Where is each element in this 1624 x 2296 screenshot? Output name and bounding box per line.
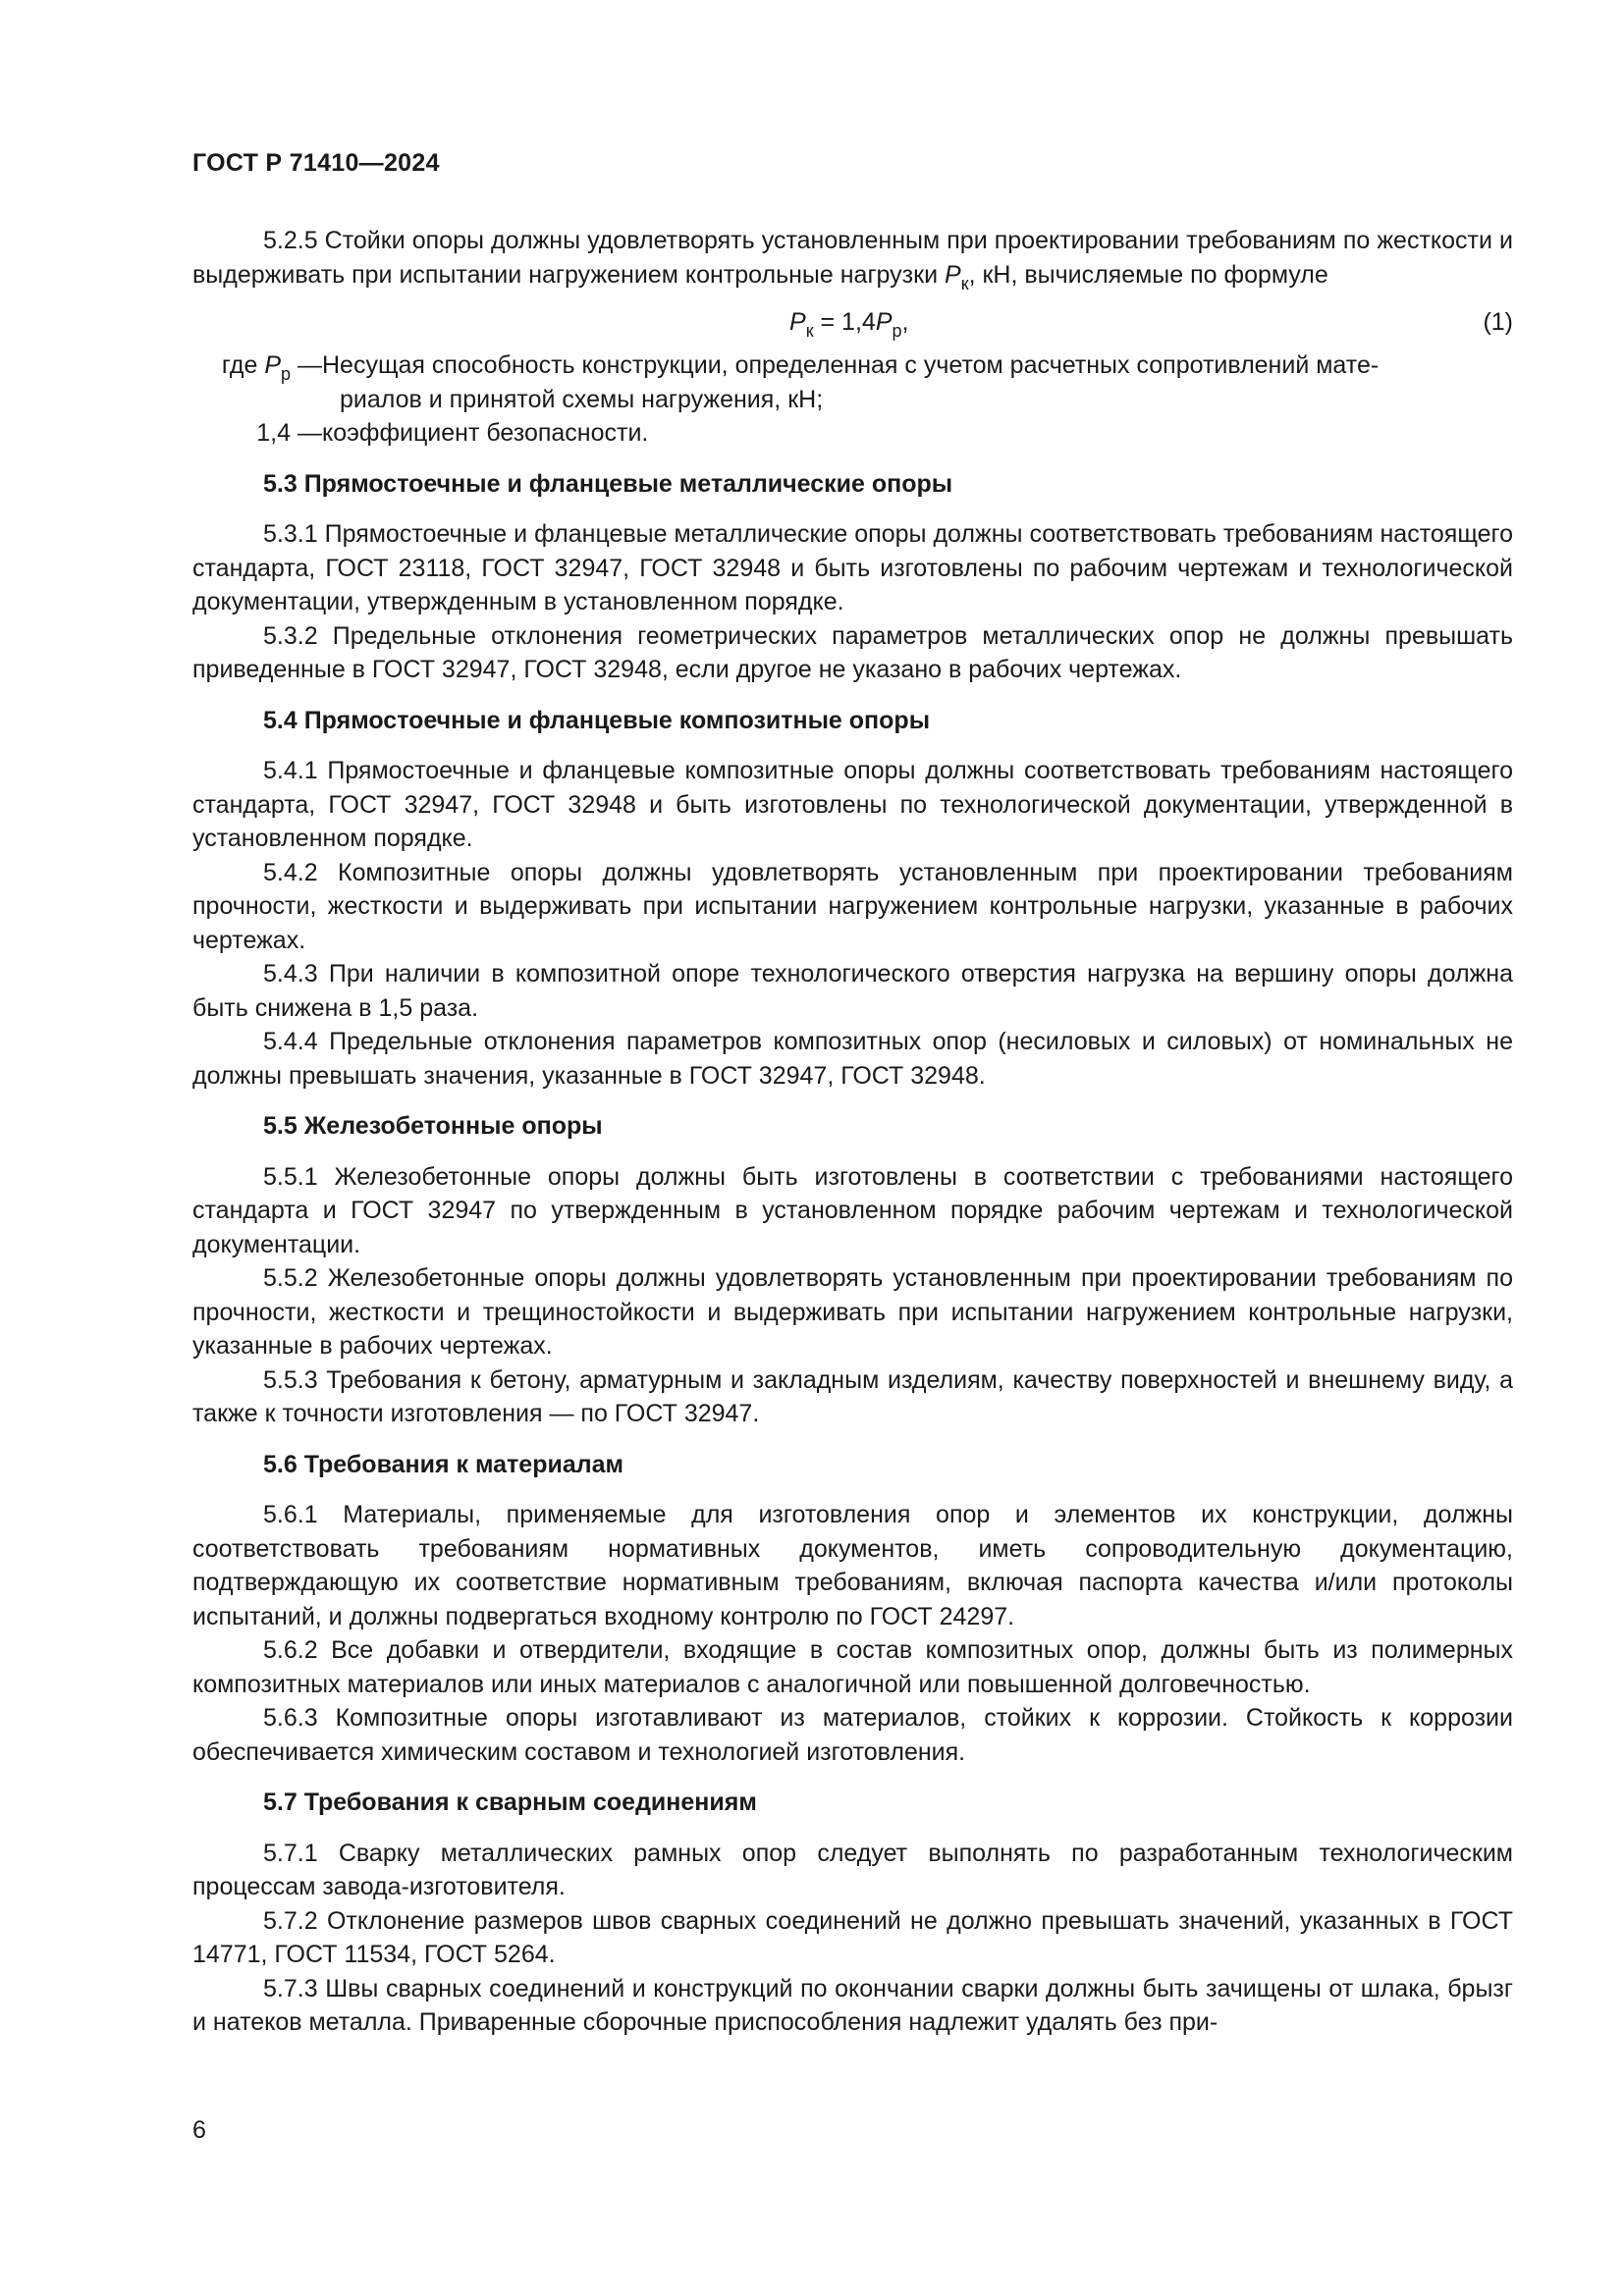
- document-body: [192, 224, 1513, 2040]
- paragraph-5-6-3: 5.6.3 Композитные опоры изготавливают из материалов, стойких к коррозии. Стойкость к коррозии обеспечивается химическим составом и технологией изготовления.: [192, 1704, 1513, 1766]
- paragraph-5-7-1: 5.7.1 Сварку металлических рамных опор следует выполнять по разработанным технологическим процессам завода-изготовителя.: [192, 1839, 1513, 1900]
- paragraph-5-5-3: 5.5.3 Требования к бетону, арматурным и закладным изделиям, качеству поверхностей и внешнему виду, а также к точности изготовления — по ГОСТ 32947.: [192, 1365, 1513, 1427]
- section-title-5-3: 5.3 Прямостоечные и фланцевые металлические опоры: [263, 469, 953, 498]
- paragraph-5-7-2: 5.7.2 Отклонение размеров швов сварных соединений не должно превышать значений, указанных в ГОСТ 14771, ГОСТ 11534, ГОСТ 5264.: [192, 1906, 1513, 1968]
- formula-number: (1): [1483, 308, 1513, 336]
- legend-row: [124, 416, 1513, 451]
- legend-term: 1,4 —: [256, 419, 322, 447]
- paragraph-text: 5.2.5 Стойки опоры должны удовлетворять установленным при проектировании требованиям по жесткости и выдерживать при испытании нагружением контрольные нагрузки: [192, 227, 1513, 289]
- subscript-k: к: [960, 273, 969, 294]
- document-header: ГОСТ Р 71410—2024: [192, 149, 440, 177]
- section-title-5-5: 5.5 Железобетонные опоры: [263, 1112, 603, 1140]
- paragraph-5-6-2: 5.6.2 Все добавки и отвердители, входящие в состав композитных опор, должны быть из полимерных композитных материалов или иных материалов с аналогичной или повышенной долговечностью.: [192, 1636, 1513, 1698]
- paragraph-text: , кН, вычисляемые по формуле: [968, 260, 1328, 289]
- legend-description: коэффициент безопасности.: [322, 419, 649, 447]
- variable-p: P: [945, 260, 961, 289]
- paragraph-5-5-1: 5.5.1 Железобетонные опоры должны быть изготовлены в соответствии с требованиями настоящего стандарта и ГОСТ 32947 по утвержденным в установленном порядке рабочим чертежам и технологической документации.: [192, 1162, 1513, 1258]
- formula-1: [192, 297, 1513, 348]
- formula-legend: [192, 348, 1513, 451]
- section-title-5-4: 5.4 Прямостоечные и фланцевые композитные опоры: [263, 706, 931, 734]
- legend-description: Несущая способность конструкции, определенная с учетом расчетных сопротивлений мате- риалов и принятой схемы нагружения, кН;: [322, 351, 1380, 413]
- paragraph-5-4-4: 5.4.4 Предельные отклонения параметров композитных опор (несиловых и силовых) от номинальных не должны превышать значения, указанные в ГОСТ 32947, ГОСТ 32948.: [192, 1028, 1513, 1090]
- paragraph-5-3-2: 5.3.2 Предельные отклонения геометрических параметров металлических опор не должны превышать приведенные в ГОСТ 32947, ГОСТ 32948, если другое не указано в рабочих чертежах.: [192, 621, 1513, 683]
- paragraph-5-5-2: 5.5.2 Железобетонные опоры должны удовлетворять установленным при проектировании требованиям по прочности, жесткости и трещиностойкости и выдерживать при испытании нагружением контрольные нагрузки, указанные в рабочих чертежах.: [192, 1264, 1513, 1360]
- paragraph-5-7-3: 5.7.3 Швы сварных соединений и конструкций по окончании сварки должны быть зачищены от шлака, брызг и натеков металла. Приваренные сборочные приспособления надлежит удалять без при-: [192, 1974, 1513, 2036]
- section-title-5-7: 5.7 Требования к сварным соединениям: [263, 1789, 757, 1816]
- paragraph-5-3-1: 5.3.1 Прямостоечные и фланцевые металлические опоры должны соответствовать требованиям настоящего стандарта, ГОСТ 23118, ГОСТ 32947, ГОСТ 32948 и быть изготовлены по рабочим чертежам и технологической документации, утвержденным в установленном порядке.: [192, 520, 1513, 615]
- legend-term: где $P_р$ —: [221, 351, 322, 384]
- paragraph-5-4-2: 5.4.2 Композитные опоры должны удовлетворять установленным при проектировании требованиям прочности, жесткости и выдерживать при испытании нагружением контрольные нагрузки, указанные в рабочих чертежах.: [192, 858, 1513, 954]
- section-title-5-6: 5.6 Требования к материалам: [263, 1450, 624, 1478]
- paragraph-5-4-1: 5.4.1 Прямостоечные и фланцевые композитные опоры должны соответствовать требованиям настоящего стандарта, ГОСТ 32947, ГОСТ 32948 и быть изготовлены по технологической документации, утвержденной в установленном порядке.: [192, 757, 1513, 852]
- formula-expression: $P_к = 1,4P_р$,: [789, 308, 909, 341]
- page-number: 6: [192, 2116, 206, 2144]
- paragraph-5-2-5: [192, 224, 1513, 294]
- paragraph-5-4-3: 5.4.3 При наличии в композитной опоре технологического отверстия нагрузка на вершину опоры должна быть снижена в 1,5 раза.: [192, 960, 1513, 1022]
- legend-row: [124, 348, 1513, 416]
- paragraph-5-6-1: 5.6.1 Материалы, применяемые для изготовления опор и элементов их конструкции, должны соответствовать требованиям нормативных документов, иметь сопроводительную документацию, подтверждающую их соответствие нормативным требованиям, включая паспорта качества и/или протоколы испытаний, и должны подвергаться входному контролю по ГОСТ 24297.: [192, 1501, 1513, 1630]
